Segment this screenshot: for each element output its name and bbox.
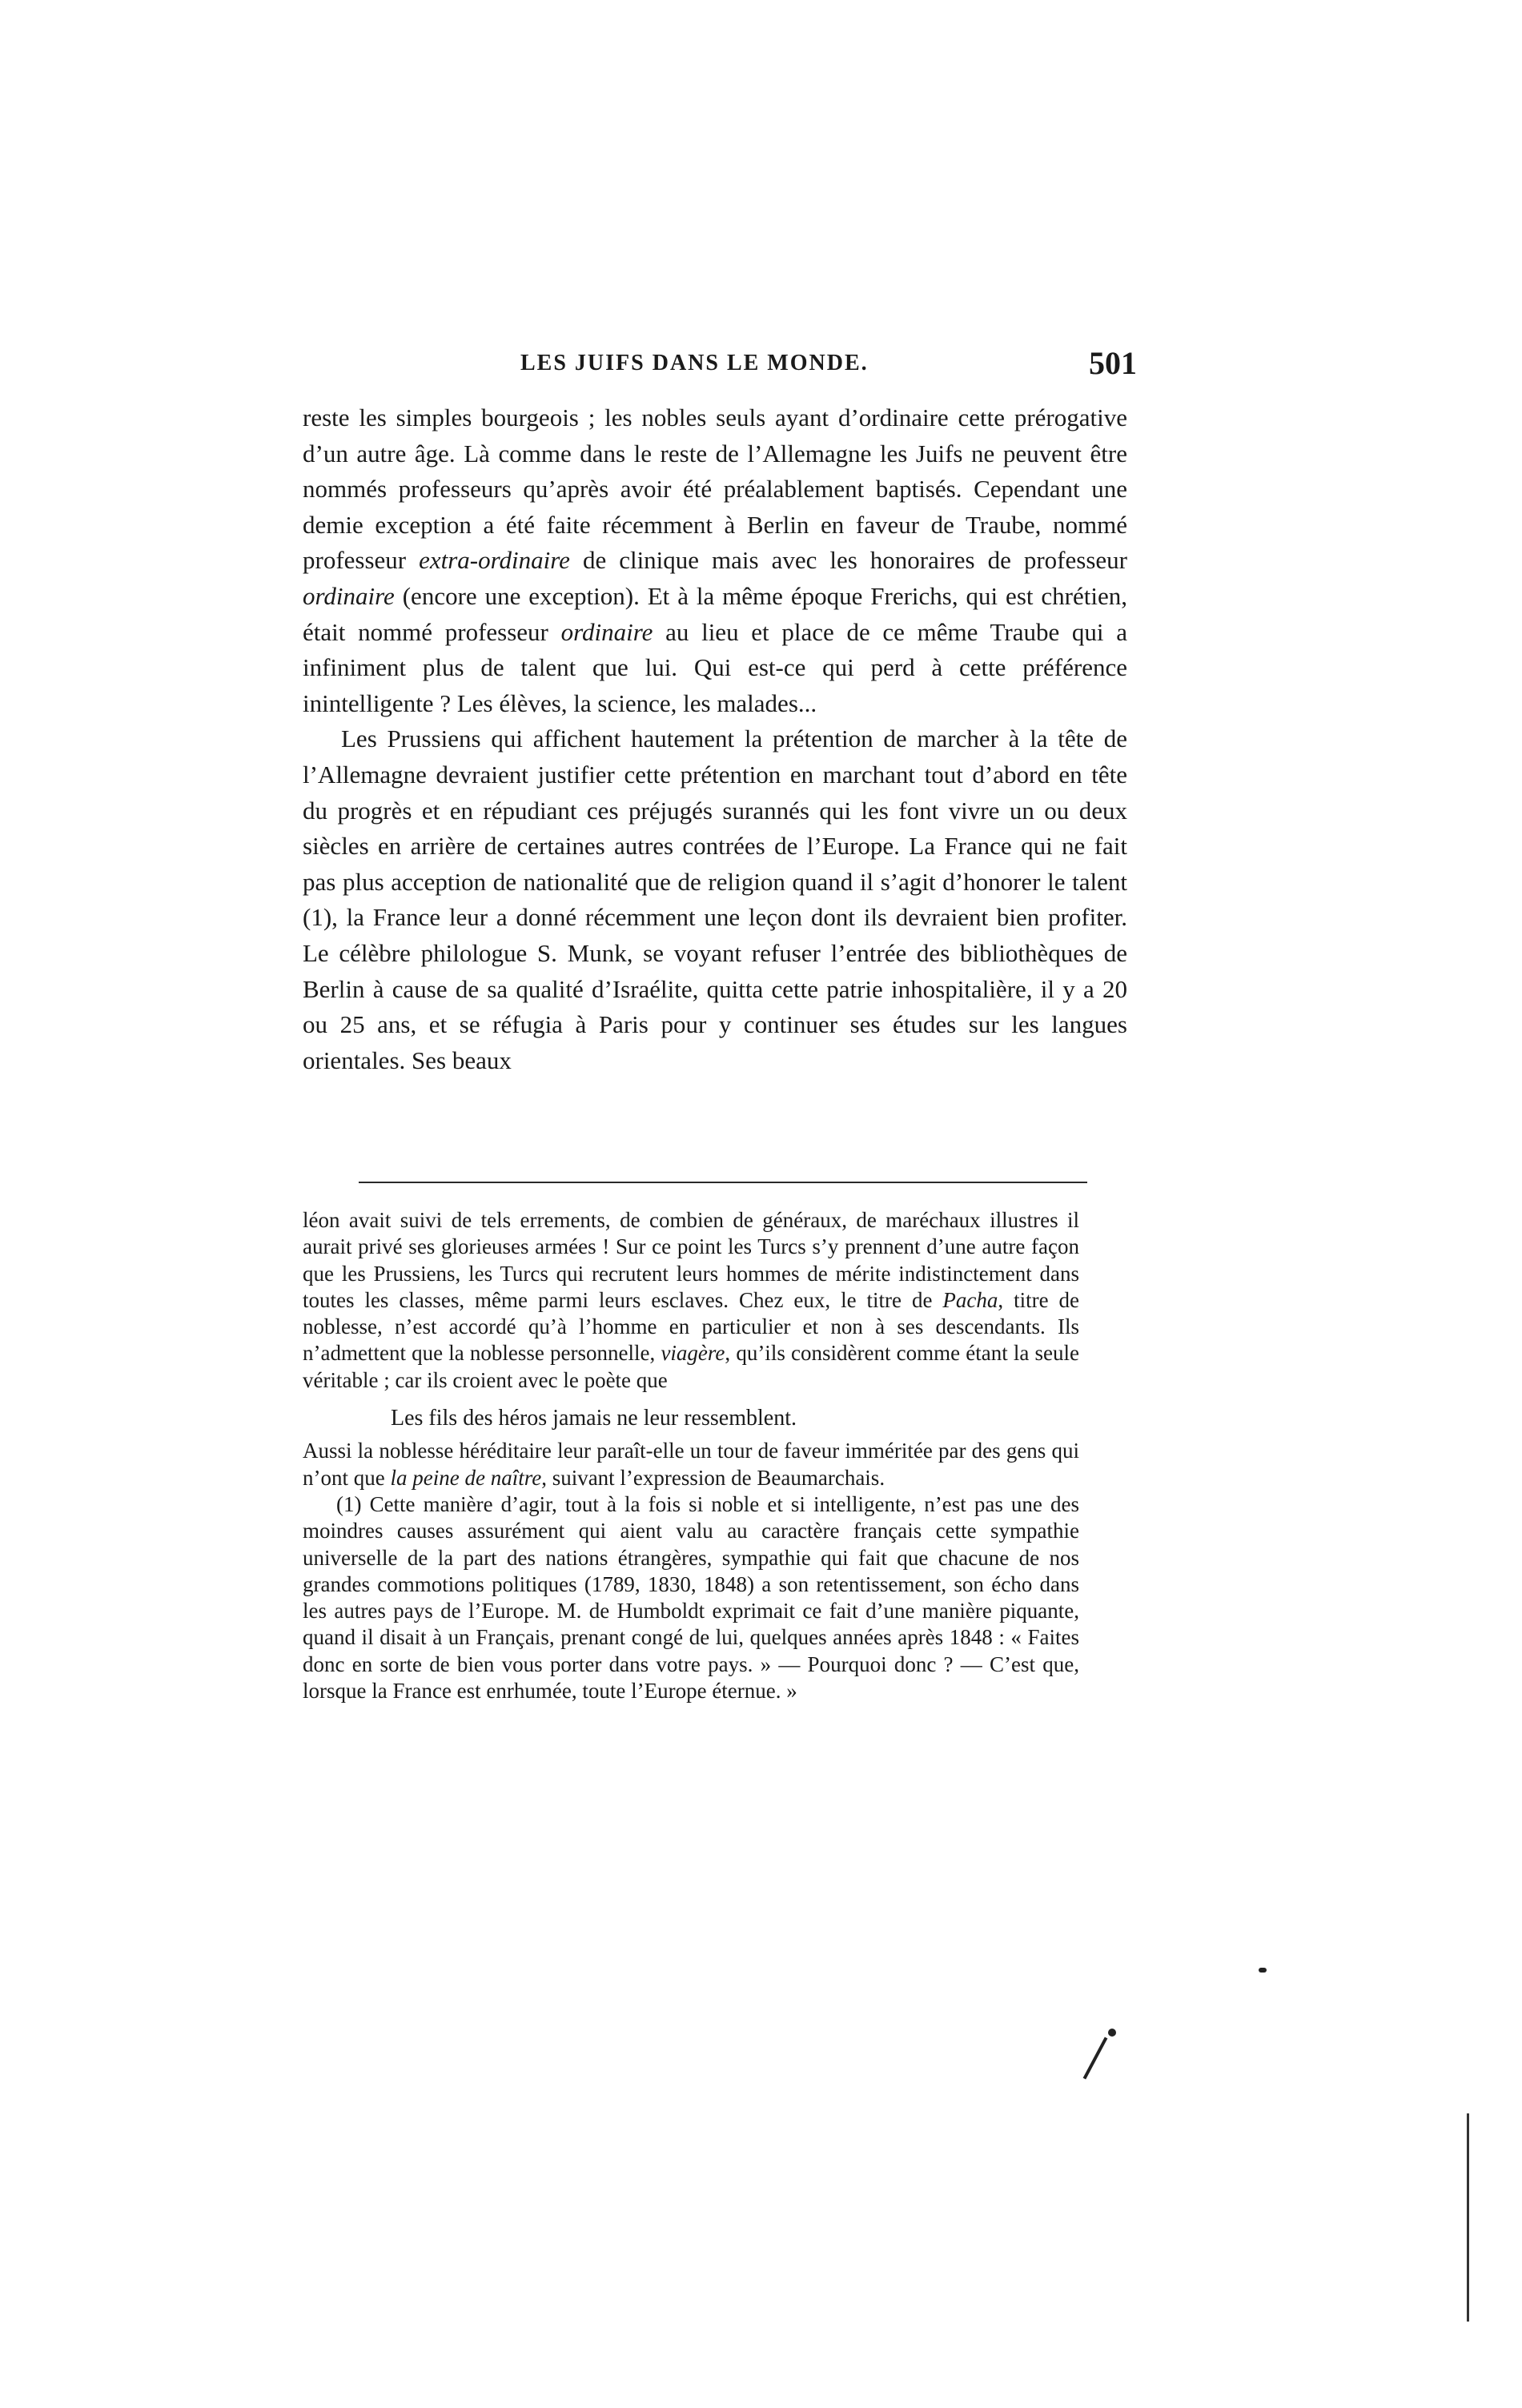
ink-speck — [1259, 1968, 1267, 1973]
running-title: LES JUIFS DANS LE MONDE. — [520, 351, 869, 375]
text-run: léon avait suivi de tels errements, de combien de généraux, de maréchaux illustres il aurait privé ses glorieuses armées ! Sur ce point les Turcs s’y prennent d’une autre façon que les Prussiens, les Turcs qui recrutent leurs hommes de mérite indistinctement dans toutes les classes, même parmi leurs esclaves. Chez eux, le titre de — [303, 1208, 1079, 1312]
text-run: de clinique mais avec les honoraires de professeur — [569, 546, 1127, 575]
text-run: reste les simples bourgeois ; les nobles seuls ayant d’ordinaire cette prérogative d’un autre âge. Là comme dans le reste de l’Allemagne les Juifs ne peuvent être nommés professeurs qu’après avoir été préalablement baptisés. Cependant une demie exception a été faite récemment à Berlin en faveur de Traube, nommé professeur — [303, 403, 1127, 575]
main-text — [303, 400, 1127, 1078]
italic-run: ordinaire — [560, 617, 653, 646]
italic-run: viagère — [661, 1341, 725, 1366]
page-number: 501 — [1089, 345, 1137, 381]
page-edge-line — [1467, 2113, 1469, 2322]
verse-quote: Les fils des héros jamais ne leur ressemblent. — [391, 1406, 797, 1431]
footnotes — [303, 1207, 1079, 1704]
text-run: au lieu et place de ce même Traube qui a infiniment plus de talent que lui. Qui est-ce qui perd à cette préférence inintelligente ? Les élèves, la science, les malades... — [303, 617, 1128, 717]
footnote-separator — [359, 1182, 1087, 1183]
italic-run: Pacha — [942, 1287, 998, 1312]
ink-mark — [1108, 2029, 1116, 2037]
footnote-continuation — [303, 1207, 1079, 1394]
paragraph-2: Les Prussiens qui affichent hautement la prétention de marcher à la tête de l’Allemagne devraient justifier cette prétention en marchant tout d’abord en tête du progrès et en répudiant ces préjugés surannés qui les font vivre un ou deux siècles en arrière de certaines autres contrées de l’Europe. La France qui ne fait pas plus acception de nationalité que de religion quand il s’agit d’honorer le talent (1), la France leur a donné récemment une leçon dont ils devraient bien profiter. Le célèbre philologue S. Munk, se voyant refuser l’entrée des bibliothèques de Berlin à cause de sa qualité d’Israélite, quitta cette patrie inhospitalière, il y a 20 ou 25 ans, et se réfugia à Paris pour y continuer ses études sur les langues orientales. Ses beaux — [303, 724, 1127, 1074]
page-header — [304, 344, 1137, 392]
italic-run: extra-ordinaire — [419, 546, 570, 575]
footnote-1: (1) Cette manière d’agir, tout à la fois si noble et si intelligente, n’est pas une des moindres causes assurément qui aient valu au caractère français cette sympathie universelle de la part des nations étrangères, sympathie qui fait que chacune de nos grandes commotions politiques (1789, 1830, 1848) a son retentissement, son écho dans les autres pays de l’Europe. M. de Humboldt exprimait ce fait d’une manière piquante, quand il disait à un Français, prenant congé de lui, quelques années après 1848 : « Faites donc en sorte de bien vous porter dans votre pays. » — Pourquoi donc ? — C’est que, lorsque la France est enrhumée, toute l’Europe éternue. » — [303, 1491, 1079, 1704]
text-run: Aussi la noblesse héréditaire leur paraît-elle un tour de faveur imméritée par des gens qui n’ont que — [303, 1439, 1079, 1490]
text-run: (encore une exception). Et à la même époque Frerichs, qui est chrétien, était nommé professeur — [303, 581, 1127, 646]
paragraph-1 — [303, 400, 1127, 721]
text-run: , titre de noblesse, n’est accordé qu’à l’homme en particulier et non à ses descendants. Ils n’admettent que la noblesse personnelle, — [303, 1287, 1079, 1366]
italic-run: la peine de naître — [390, 1465, 542, 1490]
footnote-after-verse — [303, 1438, 1079, 1491]
text-run: , qu’ils considèrent comme étant la seule véritable ; car ils croient avec le poète que — [303, 1341, 1080, 1392]
text-run: , suivant l’expression de Beaumarchais. — [541, 1465, 885, 1490]
italic-run: ordinaire — [303, 581, 395, 610]
ink-mark — [1083, 2037, 1108, 2079]
